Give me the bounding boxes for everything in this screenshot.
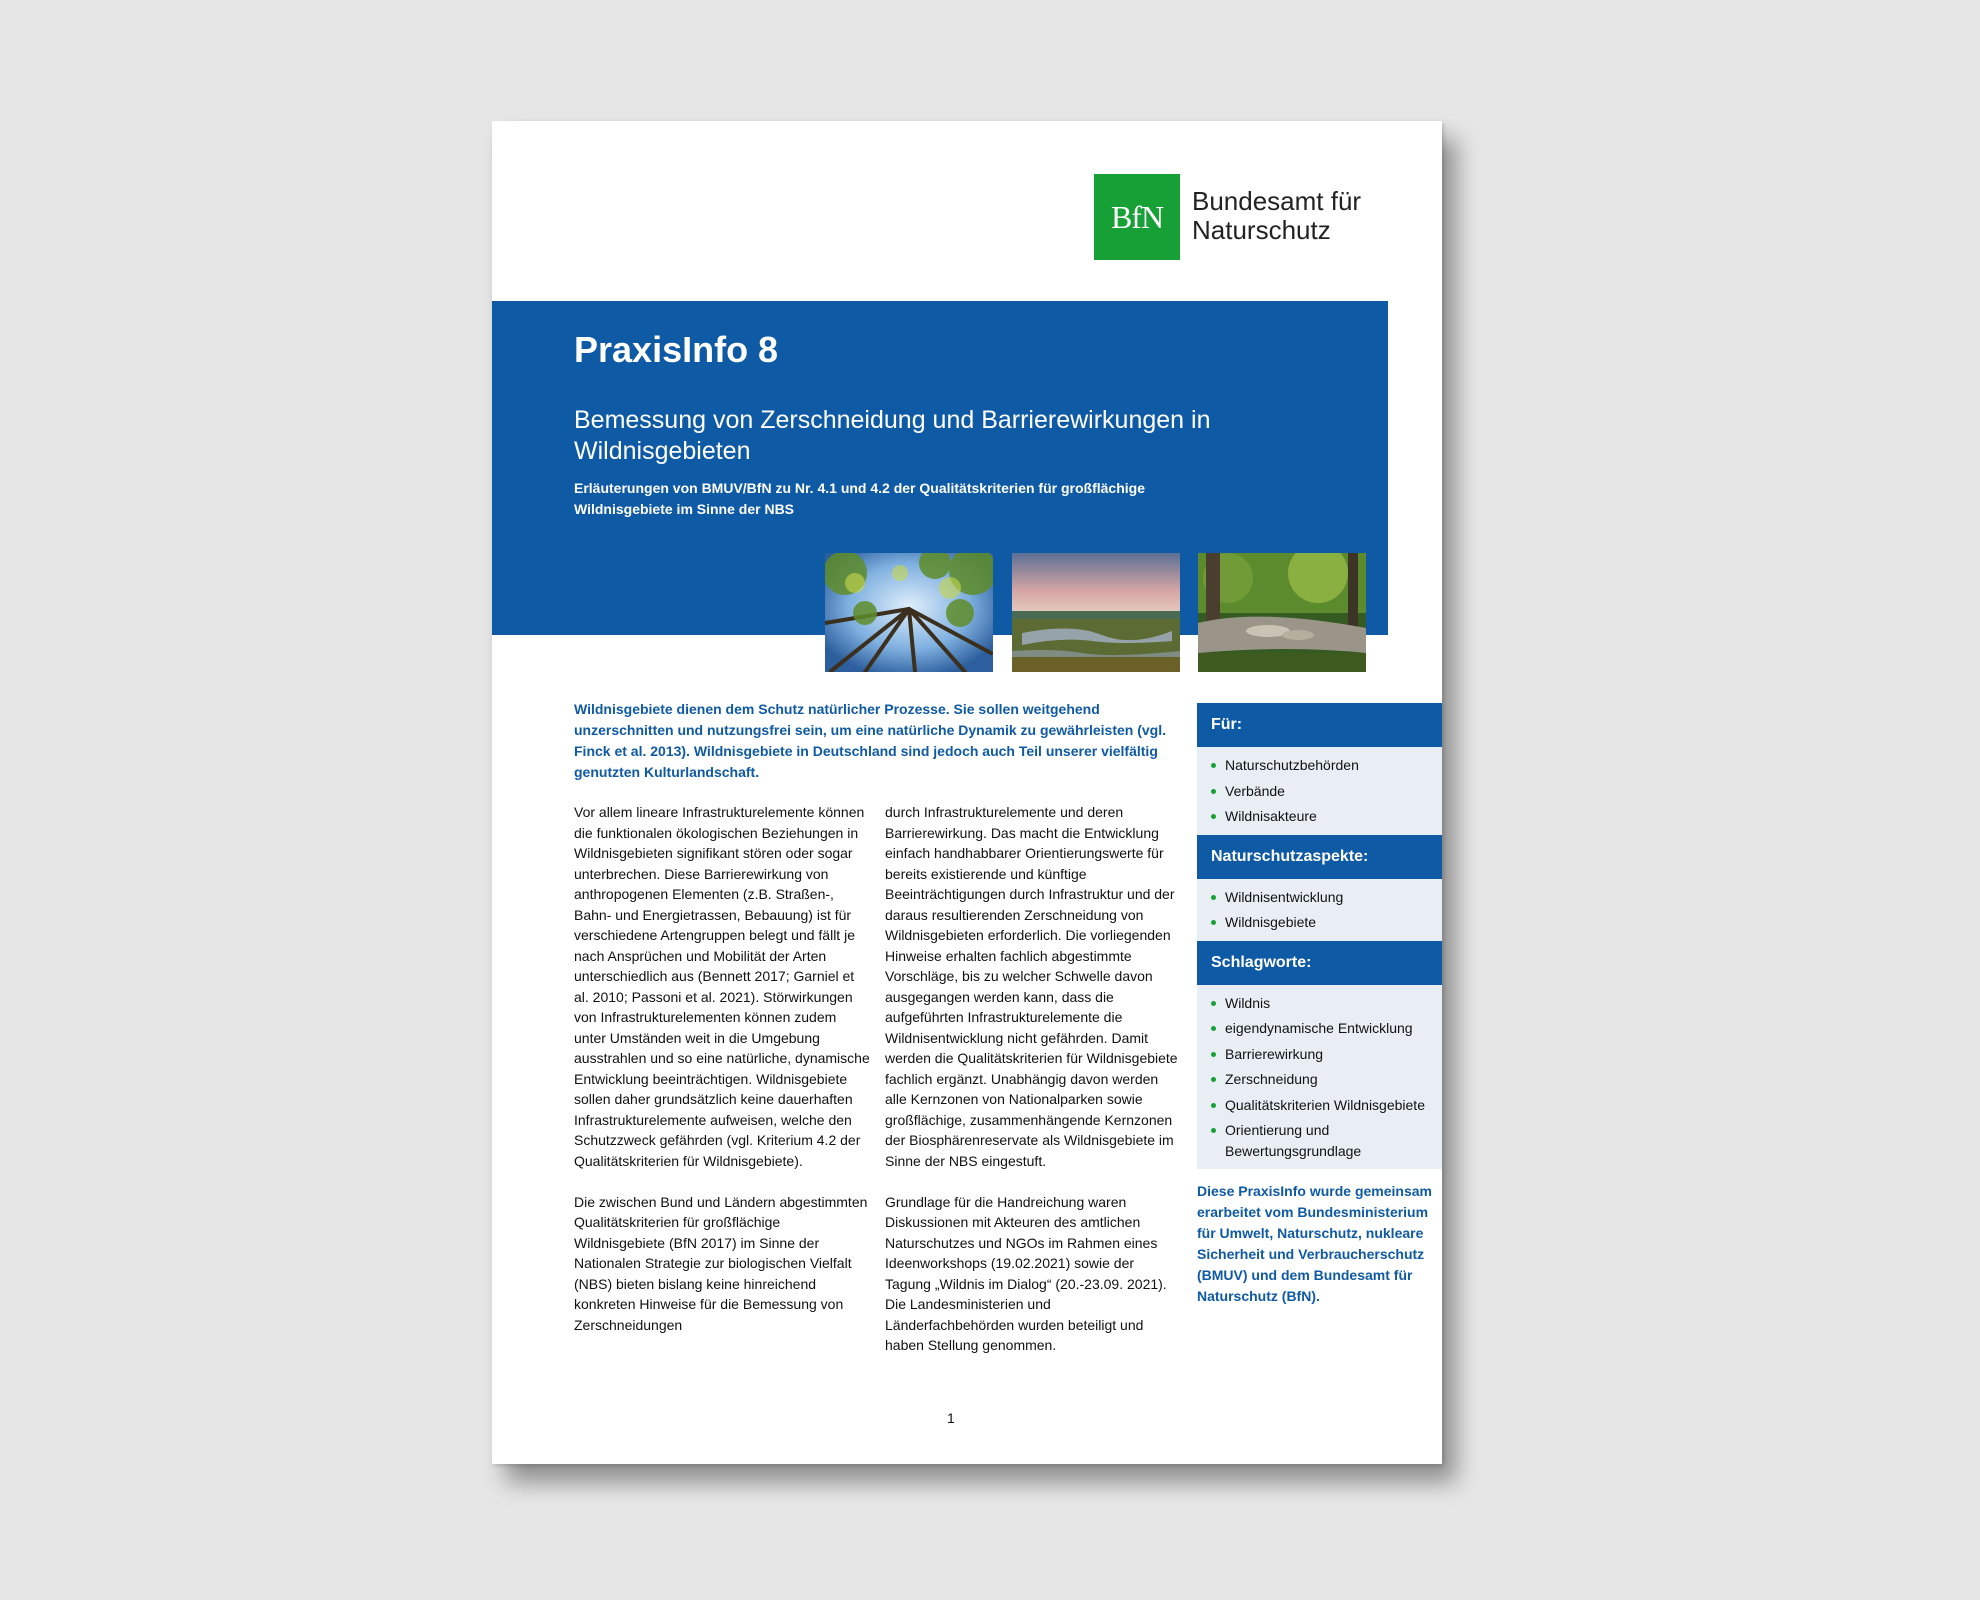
bullet-icon xyxy=(1211,1128,1216,1133)
list-item-label: Wildnis xyxy=(1225,994,1271,1011)
list-item-label: Zerschneidung xyxy=(1225,1071,1318,1087)
bullet-icon xyxy=(1211,1077,1216,1082)
bullet-icon xyxy=(1211,1052,1216,1057)
bullet-icon xyxy=(1211,920,1216,925)
list-item-label: eigendynamische Entwicklung xyxy=(1225,1020,1413,1036)
body-paragraph: Die zwischen Bund und Ländern abgestimmten Qualitätskriterien für großflächige Wildnisgebiete (BfN 2017) im Sinne der Nationalen Strategie zur biologischen Vielfalt (NBS) bieten bislang keine hinreichend konkreten Hinweise für die Bemessung von Zerschneidungen xyxy=(574,1193,868,1333)
list-item xyxy=(1225,912,1432,933)
list-item-label: Qualitätskriterien Wildnisgebiete xyxy=(1225,1096,1425,1113)
bullet-icon xyxy=(1211,763,1216,768)
bullet-icon xyxy=(1211,1026,1216,1031)
document-subtitle: Erläuterungen von BMUV/BfN zu Nr. 4.1 und 4.2 der Qualitätskriterien für großflächige Wildnisgebiete im Sinne der NBS xyxy=(574,480,1145,517)
list-item xyxy=(1225,1095,1432,1116)
info-sidebar xyxy=(1197,703,1442,1307)
list-item xyxy=(1225,781,1432,802)
bfn-logo xyxy=(1094,174,1180,260)
logo-line-1: Bundesamt für xyxy=(1192,186,1362,216)
list-item xyxy=(1225,1120,1432,1161)
bullet-icon xyxy=(1211,789,1216,794)
page-number: 1 xyxy=(947,1410,955,1426)
list-item xyxy=(1225,806,1432,827)
list-item-label: Wildnisakteure xyxy=(1225,808,1317,824)
list-item xyxy=(1225,1044,1432,1065)
bullet-icon xyxy=(1211,1001,1216,1006)
list-item xyxy=(1225,1069,1432,1090)
list-item xyxy=(1225,755,1432,776)
list-item-label: Verbände xyxy=(1225,782,1285,799)
list-item xyxy=(1225,887,1432,908)
list-item xyxy=(1225,993,1432,1014)
list-item-label: Wildnisentwicklung xyxy=(1225,888,1344,905)
text-column-2 xyxy=(885,802,1181,1376)
logo-line-2: Naturschutz xyxy=(1192,215,1331,245)
body-paragraph: Grundlage für die Handreichung waren Diskussionen mit Akteuren des amtlichen Naturschutzes und NGOs im Rahmen eines Ideenworkshops (19.02.2021) sowie der Tagung „Wildnis im Dialog“ (20.-23.09. 2021). Die Landesministerien und Länderfachbehörden wurden beteiligt und haben Stellung genommen. xyxy=(885,1193,1167,1353)
bullet-icon xyxy=(1211,1103,1216,1108)
sidebar-heading-aspekte: Naturschutzaspekte: xyxy=(1197,835,1442,879)
sidebar-heading-fuer: Für: xyxy=(1197,703,1442,747)
lead-paragraph: Wildnisgebiete dienen dem Schutz natürlicher Prozesse. Sie sollen weitgehend unzerschnitten und nutzungsfrei sein, um eine natürliche Dynamik zu gewährleisten (vgl. Finck et al. 2013). Wildnisgebiete in Deutschland sind jedoch auch Teil unserer vielfältig genutzten Kulturlandschaft. xyxy=(574,701,1166,780)
text-column-1 xyxy=(574,802,870,1356)
audience-list xyxy=(1197,747,1442,835)
list-item-label: Naturschutzbehörden xyxy=(1225,757,1359,773)
keywords-list xyxy=(1197,985,1442,1170)
list-item-label: Barrierewirkung xyxy=(1225,1045,1324,1062)
wetland-landscape-photo xyxy=(1012,553,1180,672)
series-title: PraxisInfo 8 xyxy=(574,329,779,370)
body-paragraph: Vor allem lineare Infrastrukturelemente können die funktionalen ökologischen Beziehungen in Wildnisgebieten signifikant stören oder sogar unterbrechen. Diese Barrierewirkung von anthropogenen Elementen (z.B. Straßen-, Bahn- und Energietrassen, Bebauung) ist für verschiedene Artengruppen belegt und fällt je nach Ansprüchen und Mobilität der Arten unterschiedlich aus (Bennett 2017; Garniel et al. 2010; Passoni et al. 2021). Störwirkungen von Infrastrukturelementen können zudem unter Umständen weit in die Umgebung ausstrahlen und so eine natürliche, dynamische Entwicklung beeinträchtigen. Wildnisgebiete sollen daher grundsätzlich keine dauerhaften Infrastrukturelemente aufweisen, welche den Schutzzweck gefährden (vgl. Kriterium 4.2 der Qualitätskriterien für Wildnisgebiete). xyxy=(574,804,870,1169)
logo-wordmark xyxy=(1192,187,1412,245)
document-title: Bemessung von Zerschneidung und Barrierewirkungen in Wildnisgebieten xyxy=(574,406,1211,465)
list-item xyxy=(1225,1018,1432,1039)
authorship-note: Diese PraxisInfo wurde gemeinsam erarbeitet vom Bundesministerium für Umwelt, Naturschutz, nukleare Sicherheit und Verbraucherschutz (BMUV) und dem Bundesamt für Naturschutz (BfN). xyxy=(1197,1183,1432,1304)
list-item-label: Orientierung und Bewertungsgrundlage xyxy=(1225,1122,1362,1159)
deadwood-forest-photo xyxy=(1198,553,1366,672)
aspects-list xyxy=(1197,879,1442,941)
bullet-icon xyxy=(1211,895,1216,900)
bullet-icon xyxy=(1211,814,1216,819)
logo-mark: BfN xyxy=(1110,198,1164,235)
body-paragraph: durch Infrastrukturelemente und deren Barrierewirkung. Das macht die Entwicklung einfach handhabbarer Orientierungswerte für bereits existierende und künftige Beeinträchtigungen durch Infrastruktur und der daraus resultierenden Zerschneidung von Wildnisgebieten erforderlich. Die vorliegenden Hinweise erhalten fachlich abgestimmte Vorschläge, bis zu welcher Schwelle davon ausgegangen werden kann, dass die aufgeführten Infrastrukturelemente die Wildnisentwicklung nicht gefährden. Damit werden die Qualitätskriterien für Wildnisgebiete fachlich ergänzt. Unabhängig davon werden alle Kernzonen von Nationalparken sowie großflächige, zusammenhängende Kernzonen der Biosphärenreservate als Wildnisgebiete im Sinne der NBS eingestuft. xyxy=(885,804,1178,1169)
document-page xyxy=(492,121,1442,1464)
forest-canopy-photo xyxy=(825,553,993,672)
list-item-label: Wildnisgebiete xyxy=(1225,914,1317,930)
sidebar-heading-schlagworte: Schlagworte: xyxy=(1197,941,1442,985)
